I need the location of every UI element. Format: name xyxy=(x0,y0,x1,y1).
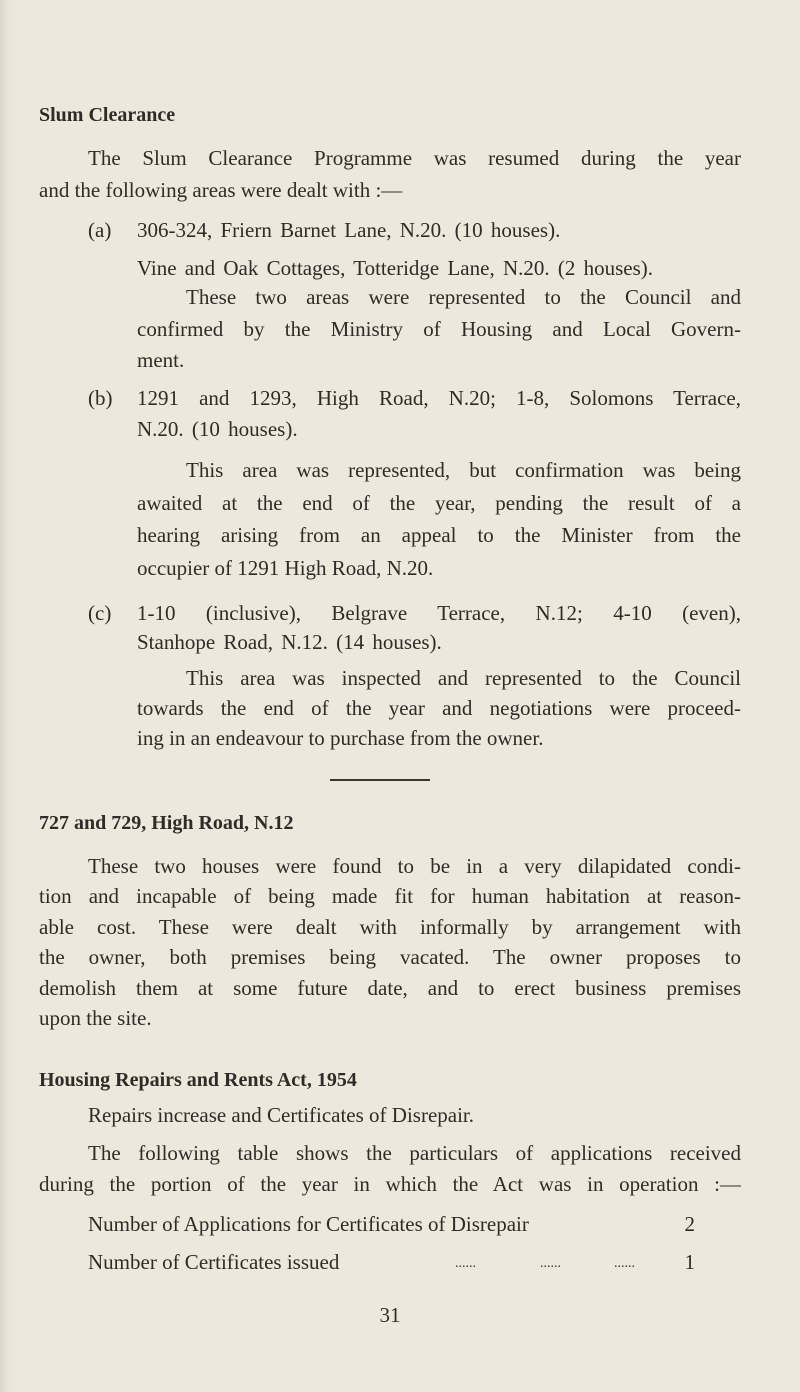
item-c-note: This area was inspected and represented to the Council xyxy=(186,666,741,690)
item-b-line: N.20. (10 houses). xyxy=(137,417,298,441)
housing-para-line: The following table shows the particulars of applications received xyxy=(88,1141,741,1165)
high-road-para-line: tion and incapable of being made fit for human habitation at reason- xyxy=(39,884,741,908)
item-c-label: (c) xyxy=(88,601,112,625)
slum-intro-line: and the following areas were dealt with :— xyxy=(39,178,403,202)
item-a-note: confirmed by the Ministry of Housing and Local Govern- xyxy=(137,317,741,341)
item-a-label: (a) xyxy=(88,218,112,242)
item-a-line: Vine and Oak Cottages, Totteridge Lane, N.20. (2 houses). xyxy=(137,256,654,280)
high-road-para-line: the owner, both premises being vacated. The owner proposes to xyxy=(39,945,741,969)
high-road-para-line: These two houses were found to be in a very dilapidated condi- xyxy=(88,854,741,878)
item-b-note: occupier of 1291 High Road, N.20. xyxy=(137,556,434,580)
high-road-heading: 727 and 729, High Road, N.12 xyxy=(39,812,294,834)
item-b-note: This area was represented, but confirmation was being xyxy=(186,458,741,482)
leader-dots: ...... xyxy=(455,1256,476,1271)
item-a-line: 306-324, Friern Barnet Lane, N.20. (10 houses). xyxy=(137,218,561,242)
slum-clearance-heading: Slum Clearance xyxy=(39,104,176,126)
housing-subheading: Repairs increase and Certificates of Disrepair. xyxy=(88,1103,475,1127)
item-a-note: These two areas were represented to the Council and xyxy=(186,285,741,309)
item-b-note: hearing arising from an appeal to the Minister from the xyxy=(137,523,741,547)
section-divider xyxy=(330,779,430,781)
row-label: Number of Certificates issued xyxy=(88,1250,340,1274)
high-road-para-line: upon the site. xyxy=(39,1006,152,1030)
item-b-line: 1291 and 1293, High Road, N.20; 1-8, Solomons Terrace, xyxy=(137,386,741,410)
item-c-line: 1-10 (inclusive), Belgrave Terrace, N.12; 4-10 (even), xyxy=(137,601,741,625)
high-road-para-line: able cost. These were dealt with informally by arrangement with xyxy=(39,915,741,939)
slum-intro-line: The Slum Clearance Programme was resumed during the year xyxy=(88,146,741,170)
housing-para-line: during the portion of the year in which the Act was in operation :— xyxy=(39,1172,741,1196)
page-number: 31 xyxy=(379,1303,401,1327)
item-c-note: ing in an endeavour to purchase from the owner. xyxy=(137,726,544,750)
leader-dots: ...... xyxy=(614,1256,635,1271)
row-value: 2 xyxy=(684,1212,695,1236)
item-c-note: towards the end of the year and negotiations were proceed- xyxy=(137,696,741,720)
item-b-note: awaited at the end of the year, pending the result of a xyxy=(137,491,741,515)
item-c-line: Stanhope Road, N.12. (14 houses). xyxy=(137,630,442,654)
high-road-para-line: demolish them at some future date, and to erect business premises xyxy=(39,976,741,1000)
item-a-note: ment. xyxy=(137,348,185,372)
row-value: 1 xyxy=(684,1250,695,1274)
leader-dots: ...... xyxy=(540,1256,561,1271)
item-b-label: (b) xyxy=(88,386,113,410)
row-label: Number of Applications for Certificates of Disrepair xyxy=(88,1212,529,1236)
housing-heading: Housing Repairs and Rents Act, 1954 xyxy=(39,1069,357,1091)
